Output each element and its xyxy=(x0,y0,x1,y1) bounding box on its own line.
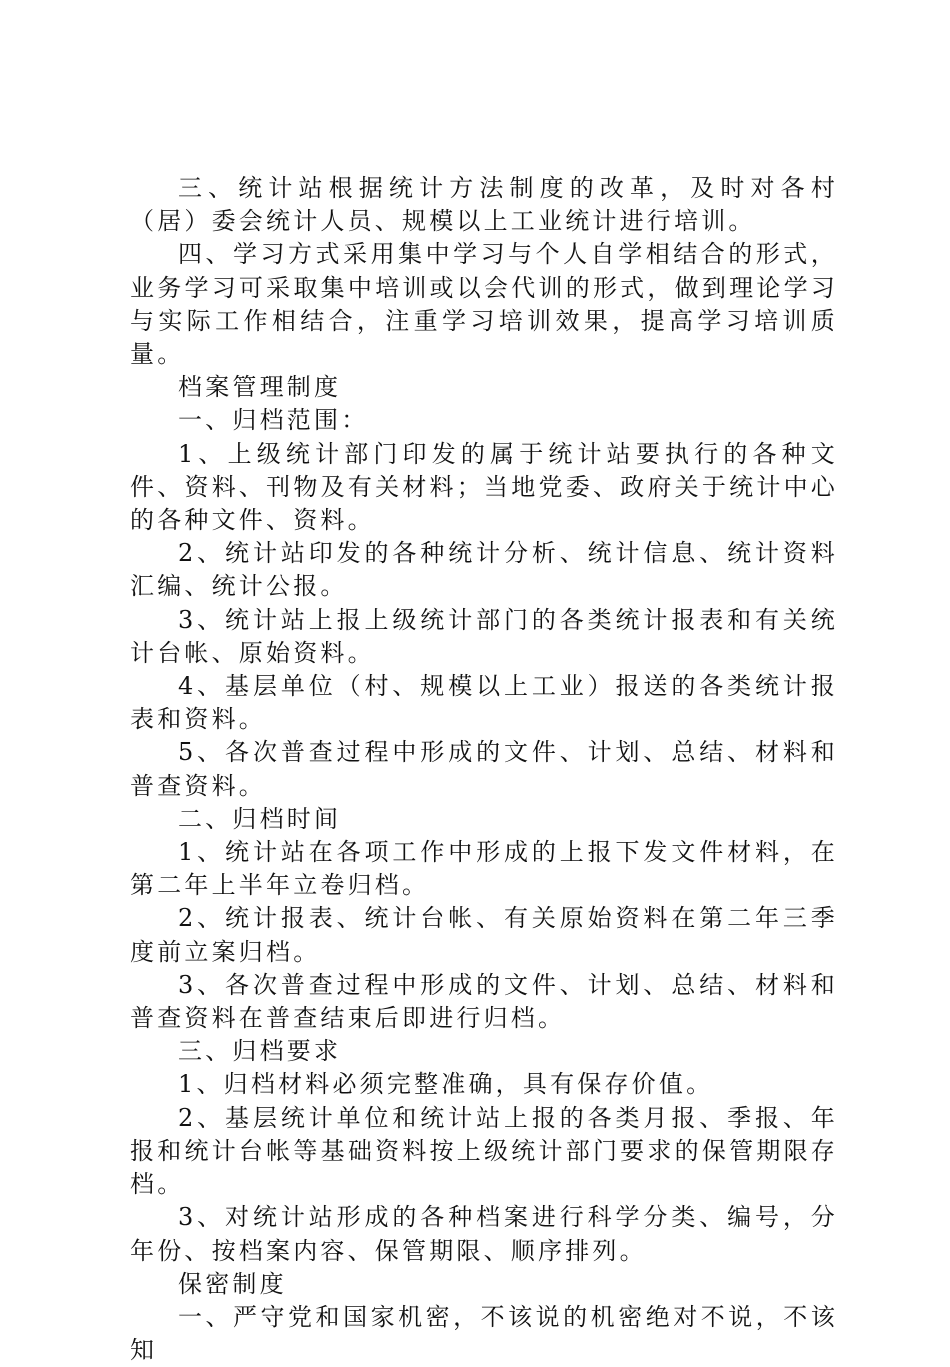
paragraph-scope-item-4: 4、基层单位（村、规模以上工业）报送的各类统计报表和资料。 xyxy=(130,672,838,734)
subheading-archive-requirements: 三、归档要求 xyxy=(178,1037,342,1066)
paragraph-training-item-4: 四、学习方式采用集中学习与个人自学相结合的形式，业务学习可采取集中培训或以会代训的形式，做到理论学习与实际工作相结合，注重学习培训效果，提高学习培训质量。 xyxy=(130,240,838,369)
subheading-archive-scope: 一、归档范围： xyxy=(178,406,369,435)
paragraph-time-item-3: 3、各次普查过程中形成的文件、计划、总结、材料和普查资料在普查结束后即进行归档。 xyxy=(130,970,838,1033)
paragraph-requirement-item-3: 3、对统计站形成的各种档案进行科学分类、编号，分年份、按档案内容、保管期限、顺序排列。 xyxy=(130,1203,838,1265)
paragraph-scope-item-5: 5、各次普查过程中形成的文件、计划、总结、材料和普查资料。 xyxy=(130,738,838,800)
paragraph-time-item-2: 2、统计报表、统计台帐、有关原始资料在第二年三季度前立案归档。 xyxy=(130,904,838,966)
paragraph-scope-item-2: 2、统计站印发的各种统计分析、统计信息、统计资料汇编、统计公报。 xyxy=(130,539,838,601)
paragraph-scope-item-3: 3、统计站上报上级统计部门的各类统计报表和有关统计台帐、原始资料。 xyxy=(130,605,838,667)
paragraph-confidentiality-item-1: 一、严守党和国家机密，不该说的机密绝对不说，不该知 xyxy=(130,1302,838,1365)
paragraph-requirement-item-2: 2、基层统计单位和统计站上报的各类月报、季报、年报和统计台帐等基础资料按上级统计部门要求的保管期限存档。 xyxy=(130,1103,838,1199)
paragraph-requirement-item-1: 1、归档材料必须完整准确，具有保存价值。 xyxy=(178,1070,714,1099)
section-heading-confidentiality: 保密制度 xyxy=(178,1269,287,1298)
subheading-archive-time: 二、归档时间 xyxy=(178,804,342,833)
paragraph-scope-item-1: 1、上级统计部门印发的属于统计站要执行的各种文件、资料、刊物及有关材料；当地党委、政府关于统计中心的各种文件、资料。 xyxy=(130,439,838,535)
document-body xyxy=(130,172,838,1367)
paragraph-training-item-3: 三、统计站根据统计方法制度的改革，及时对各村（居）委会统计人员、规模以上工业统计进行培训。 xyxy=(130,174,838,236)
paragraph-time-item-1: 1、统计站在各项工作中形成的上报下发文件材料，在第二年上半年立卷归档。 xyxy=(130,838,838,900)
section-heading-archive-management: 档案管理制度 xyxy=(178,373,342,402)
